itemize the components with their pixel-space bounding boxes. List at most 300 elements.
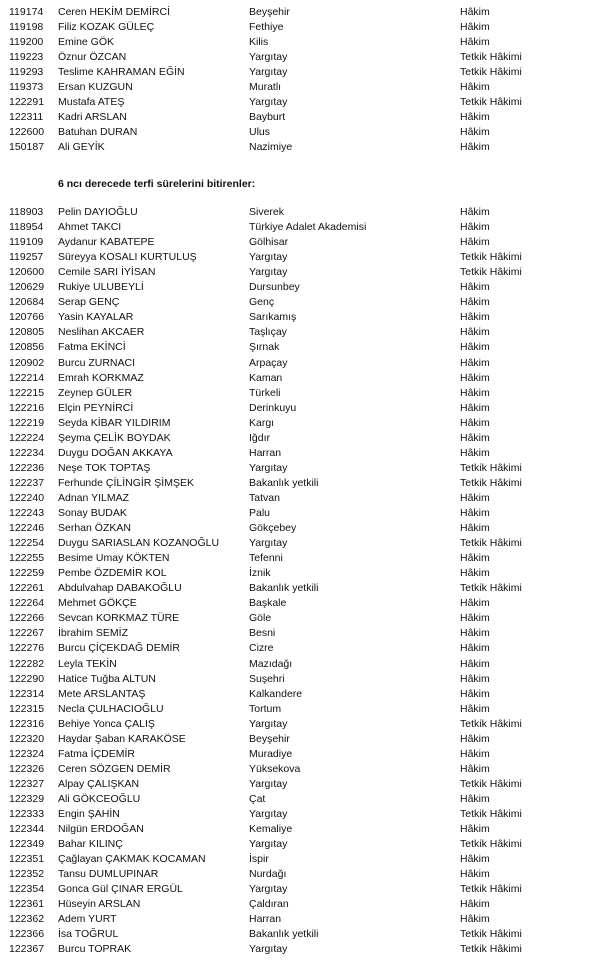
person-name: Çağlayan ÇAKMAK KOCAMAN <box>58 853 206 866</box>
title: Hâkim <box>460 732 490 745</box>
sicil-number: 122254 <box>9 537 45 550</box>
location: İspir <box>249 853 269 866</box>
table-row <box>0 927 600 942</box>
table-row <box>0 687 600 702</box>
location: Yargıtay <box>249 66 288 79</box>
person-name: Leyla TEKİN <box>58 657 117 670</box>
table-row <box>0 461 600 476</box>
person-name: Neslihan AKCAER <box>58 326 145 339</box>
location: Iğdır <box>249 431 271 444</box>
sicil-number: 120684 <box>9 296 45 309</box>
person-name: Burcu ZURNACI <box>58 356 136 369</box>
table-row <box>0 235 600 250</box>
person-name: Yasin KAYALAR <box>58 311 134 324</box>
title: Hâkim <box>460 341 490 354</box>
location: Yargıtay <box>249 943 288 956</box>
title: Hâkim <box>460 371 490 384</box>
title: Hâkim <box>460 687 490 700</box>
person-name: Batuhan DURAN <box>58 126 138 139</box>
location: Şırnak <box>249 341 280 354</box>
title: Hâkim <box>460 747 490 760</box>
title: Tetkik Hâkimi <box>460 96 522 109</box>
table-row <box>0 80 600 95</box>
title: Hâkim <box>460 657 490 670</box>
person-name: Filiz KOZAK GÜLEÇ <box>58 21 155 34</box>
sicil-number: 122282 <box>9 657 45 670</box>
person-name: Emrah KORKMAZ <box>58 371 144 384</box>
location: Kalkandere <box>249 687 303 700</box>
title: Tetkik Hâkimi <box>460 943 522 956</box>
title: Hâkim <box>460 221 490 234</box>
table-row <box>0 897 600 912</box>
location: Kilis <box>249 36 269 49</box>
sicil-number: 119174 <box>9 6 44 18</box>
title: Tetkik Hâkimi <box>460 777 522 790</box>
person-name: Adnan YILMAZ <box>58 491 130 504</box>
sicil-number: 122362 <box>9 913 45 926</box>
sicil-number: 122266 <box>9 612 45 625</box>
table-row <box>0 762 600 777</box>
person-name: Besime Umay KÖKTEN <box>58 552 170 565</box>
location: Fethiye <box>249 21 284 34</box>
table-row <box>0 521 600 536</box>
location: Türkiye Adalet Akademisi <box>249 221 367 234</box>
table-row <box>0 506 600 521</box>
location: Palu <box>249 507 271 519</box>
person-name: Öznur ÖZCAN <box>58 51 127 64</box>
location: Arpaçay <box>249 356 288 369</box>
location: Gölhisar <box>249 236 289 249</box>
sicil-number: 119109 <box>9 236 44 249</box>
table-row <box>0 476 600 491</box>
location: Yargıtay <box>249 461 288 474</box>
title: Hâkim <box>460 6 490 18</box>
person-name: Burcu TOPRAK <box>58 943 132 956</box>
table-row <box>0 295 600 310</box>
location: Kaman <box>249 371 283 384</box>
title: Hâkim <box>460 431 490 444</box>
location: Yargıtay <box>249 838 288 851</box>
table-row <box>0 5 600 20</box>
location: Yargıtay <box>249 883 288 896</box>
sicil-number: 122367 <box>9 943 45 956</box>
sicil-number: 122291 <box>9 96 45 109</box>
sicil-number: 120856 <box>9 341 45 354</box>
title: Tetkik Hâkimi <box>460 717 522 730</box>
sicil-number: 120766 <box>9 311 45 324</box>
person-name: Engin ŞAHİN <box>58 808 120 820</box>
table-row <box>0 732 600 747</box>
sicil-number: 122361 <box>9 898 45 911</box>
sicil-number: 122224 <box>9 431 45 444</box>
location: Siverek <box>249 206 285 218</box>
table-row <box>0 852 600 867</box>
location: Harran <box>249 913 282 926</box>
table-row <box>0 611 600 626</box>
table-row <box>0 882 600 897</box>
title: Hâkim <box>460 672 490 685</box>
person-name: Duygu DOĞAN AKKAYA <box>58 446 173 459</box>
person-name: Kadri ARSLAN <box>58 111 127 124</box>
sicil-number: 119257 <box>9 251 44 264</box>
title: Hâkim <box>460 507 490 519</box>
table-row <box>0 777 600 792</box>
location: Yargıtay <box>249 808 288 820</box>
sicil-number: 119293 <box>9 66 44 79</box>
location: Besni <box>249 627 276 640</box>
person-name: Haydar Şaban KARAKÖSE <box>58 732 186 745</box>
sicil-number: 122267 <box>9 627 45 640</box>
title: Hâkim <box>460 597 490 610</box>
title: Tetkik Hâkimi <box>460 66 522 79</box>
table-row <box>0 717 600 732</box>
table-row <box>0 140 600 155</box>
person-name: Hüseyin ARSLAN <box>58 898 141 911</box>
location: Derinkuyu <box>249 401 297 414</box>
person-name: Alpay ÇALIŞKAN <box>58 777 140 790</box>
title: Hâkim <box>460 446 490 459</box>
table-row <box>0 702 600 717</box>
person-name: Mehmet GÖKÇE <box>58 597 137 610</box>
sicil-number: 122366 <box>9 928 45 941</box>
location: Bakanlık yetkili <box>249 928 319 941</box>
person-name: Hatice Tuğba ALTUN <box>58 672 156 685</box>
title: Tetkik Hâkimi <box>460 476 522 489</box>
table-row <box>0 822 600 837</box>
location: Bakanlık yetkili <box>249 582 319 595</box>
title: Hâkim <box>460 296 490 309</box>
title: Hâkim <box>460 21 490 34</box>
person-name: Behiye Yonca ÇALIŞ <box>58 717 155 730</box>
location: Mazıdağı <box>249 657 293 670</box>
title: Hâkim <box>460 141 490 154</box>
title: Tetkik Hâkimi <box>460 51 522 64</box>
table-row <box>0 807 600 822</box>
table-row <box>0 596 600 611</box>
table-row <box>0 581 600 596</box>
table-row <box>0 110 600 125</box>
location: Çat <box>249 792 266 805</box>
title: Hâkim <box>460 823 490 836</box>
location: Başkale <box>249 597 287 610</box>
person-name: Abdulvahap DABAKOĞLU <box>58 582 182 595</box>
location: Cizre <box>249 642 274 655</box>
sicil-number: 120600 <box>9 266 45 279</box>
table-row <box>0 125 600 140</box>
sicil-number: 122352 <box>9 868 45 881</box>
title: Hâkim <box>460 326 490 339</box>
title: Hâkim <box>460 206 490 218</box>
table-row <box>0 386 600 401</box>
title: Hâkim <box>460 356 490 369</box>
table-row <box>0 792 600 807</box>
location: Tortum <box>249 702 282 715</box>
person-name: Burcu ÇİÇEKDAĞ DEMİR <box>58 642 180 655</box>
title: Hâkim <box>460 913 490 926</box>
table-row <box>0 672 600 687</box>
table-row <box>0 657 600 672</box>
sicil-number: 122327 <box>9 777 45 790</box>
title: Hâkim <box>460 111 490 124</box>
sicil-number: 122349 <box>9 838 45 851</box>
person-name: Nilgün ERDOĞAN <box>58 823 144 836</box>
person-name: Ersan KUZGUN <box>58 81 133 94</box>
person-name: Mustafa ATEŞ <box>58 96 125 109</box>
person-name: Tansu DUMLUPINAR <box>58 868 159 881</box>
sicil-number: 122240 <box>9 491 45 504</box>
sicil-number: 122354 <box>9 883 45 896</box>
location: Türkeli <box>249 386 281 399</box>
table-row <box>0 431 600 446</box>
sicil-number: 122600 <box>9 126 45 139</box>
person-name: Şeyma ÇELİK BOYDAK <box>58 431 171 444</box>
title: Hâkim <box>460 642 490 655</box>
table-row <box>0 912 600 927</box>
sicil-number: 122259 <box>9 567 45 580</box>
location: Muratlı <box>249 81 282 94</box>
table-row <box>0 310 600 325</box>
title: Hâkim <box>460 853 490 866</box>
person-name: Sonay BUDAK <box>58 507 127 519</box>
table-row <box>0 942 600 957</box>
person-name: Emine GÖK <box>58 36 115 49</box>
location: İznik <box>249 567 271 580</box>
title: Hâkim <box>460 627 490 640</box>
sicil-number: 122237 <box>9 476 45 489</box>
person-name: Ali GÖKCEOĞLU <box>58 792 141 805</box>
person-name: Ceren SÖZGEN DEMİR <box>58 762 171 775</box>
location: Yargıtay <box>249 266 288 279</box>
person-name: Fatma İÇDEMİR <box>58 747 136 760</box>
location: Harran <box>249 446 282 459</box>
table-row <box>0 265 600 280</box>
table-row <box>0 867 600 882</box>
person-name: Neşe TOK TOPTAŞ <box>58 461 151 474</box>
location: Kargı <box>249 416 275 429</box>
location: Nazimiye <box>249 141 293 154</box>
person-name: Zeynep GÜLER <box>58 386 133 399</box>
location: Ulus <box>249 126 271 139</box>
person-name: Necla ÇULHACIOĞLU <box>58 702 164 715</box>
sicil-number: 118903 <box>9 206 44 218</box>
sicil-number: 122236 <box>9 461 45 474</box>
title: Hâkim <box>460 612 490 625</box>
table-row <box>0 95 600 110</box>
sicil-number: 122326 <box>9 762 45 775</box>
title: Tetkik Hâkimi <box>460 582 522 595</box>
location: Tatvan <box>249 491 280 504</box>
person-name: Gonca Gül ÇINAR ERGÜL <box>58 883 183 896</box>
location: Gökçebey <box>249 522 297 535</box>
location: Genç <box>249 296 275 309</box>
location: Yargıtay <box>249 537 288 550</box>
title: Tetkik Hâkimi <box>460 537 522 550</box>
person-name: Mete ARSLANTAŞ <box>58 687 146 700</box>
location: Yargıtay <box>249 96 288 109</box>
location: Suşehri <box>249 672 285 685</box>
sicil-number: 122351 <box>9 853 45 866</box>
location: Yargıtay <box>249 51 288 64</box>
sicil-number: 122324 <box>9 747 45 760</box>
title: Hâkim <box>460 567 490 580</box>
title: Hâkim <box>460 702 490 715</box>
sicil-number: 122255 <box>9 552 45 565</box>
table-row <box>0 280 600 295</box>
table-row <box>0 401 600 416</box>
location: Yüksekova <box>249 762 301 775</box>
title: Hâkim <box>460 491 490 504</box>
table-row <box>0 416 600 431</box>
person-name: Aydanur KABATEPE <box>58 236 155 249</box>
person-name: Elçin PEYNİRCİ <box>58 401 134 414</box>
location: Dursunbey <box>249 281 300 294</box>
location: Nurdağı <box>249 868 287 881</box>
sicil-number: 119200 <box>9 36 44 49</box>
title: Tetkik Hâkimi <box>460 928 522 941</box>
location: Bayburt <box>249 111 286 124</box>
sicil-number: 122320 <box>9 732 45 745</box>
person-name: Sevcan KORKMAZ TÜRE <box>58 612 180 625</box>
person-name: Ahmet TAKCI <box>58 221 122 234</box>
sicil-number: 119373 <box>9 81 44 94</box>
table-row <box>0 491 600 506</box>
location: Muradiye <box>249 747 293 760</box>
title: Hâkim <box>460 236 490 249</box>
table-row <box>0 325 600 340</box>
table-row <box>0 205 600 220</box>
sicil-number: 122311 <box>9 111 44 124</box>
sicil-number: 119198 <box>9 21 44 34</box>
table-row <box>0 566 600 581</box>
person-name: Ali GEYİK <box>58 141 105 154</box>
table-row <box>0 35 600 50</box>
sicil-number: 122344 <box>9 823 45 836</box>
sicil-number: 122329 <box>9 792 45 805</box>
person-name: Duygu SARIASLAN KOZANOĞLU <box>58 537 220 550</box>
person-name: Pelin DAYIOĞLU <box>58 206 138 218</box>
person-name: Ceren HEKİM DEMİRCİ <box>58 6 171 18</box>
sicil-number: 122216 <box>9 401 45 414</box>
title: Tetkik Hâkimi <box>460 838 522 851</box>
person-name: Teslime KAHRAMAN EĞİN <box>58 66 185 79</box>
table-row <box>0 50 600 65</box>
title: Hâkim <box>460 868 490 881</box>
location: Tefenni <box>249 552 283 565</box>
location: Yargıtay <box>249 251 288 264</box>
sicil-number: 122243 <box>9 507 45 519</box>
table-row <box>0 747 600 762</box>
table-row <box>0 20 600 35</box>
table-row <box>0 356 600 371</box>
table-row <box>0 220 600 235</box>
title: Hâkim <box>460 311 490 324</box>
table-row <box>0 371 600 386</box>
title: Hâkim <box>460 81 490 94</box>
location: Yargıtay <box>249 777 288 790</box>
title: Hâkim <box>460 281 490 294</box>
sicil-number: 122276 <box>9 642 45 655</box>
sicil-number: 122315 <box>9 702 45 715</box>
table-row <box>0 65 600 80</box>
title: Hâkim <box>460 762 490 775</box>
location: Çaldıran <box>249 898 289 911</box>
table-row <box>0 250 600 265</box>
sicil-number: 122215 <box>9 386 45 399</box>
sicil-number: 122333 <box>9 808 45 820</box>
title: Tetkik Hâkimi <box>460 883 522 896</box>
person-name: Rukiye ULUBEYLİ <box>58 281 144 294</box>
table-row <box>0 446 600 461</box>
person-name: Pembe ÖZDEMİR KOL <box>58 567 167 580</box>
title: Tetkik Hâkimi <box>460 461 522 474</box>
sicil-number: 120805 <box>9 326 45 339</box>
title: Hâkim <box>460 401 490 414</box>
sicil-number: 122264 <box>9 597 45 610</box>
table-row <box>0 641 600 656</box>
sicil-number: 122261 <box>9 582 45 595</box>
person-name: Serap GENÇ <box>58 296 120 309</box>
section-heading: 6 ncı derecede terfi sürelerini bitirenler: <box>58 178 256 190</box>
title: Hâkim <box>460 552 490 565</box>
person-name: Ferhunde ÇİLİNGİR ŞİMŞEK <box>58 476 194 489</box>
sicil-number: 122246 <box>9 522 45 535</box>
location: Taşlıçay <box>249 326 287 339</box>
person-name: Cemile SARI İYİSAN <box>58 266 156 279</box>
title: Tetkik Hâkimi <box>460 266 522 279</box>
sicil-number: 118954 <box>9 221 44 234</box>
title: Tetkik Hâkimi <box>460 251 522 264</box>
person-name: İsa TOĞRUL <box>58 928 119 941</box>
title: Hâkim <box>460 792 490 805</box>
title: Hâkim <box>460 416 490 429</box>
sicil-number: 119223 <box>9 51 44 64</box>
table-row <box>0 536 600 551</box>
table-row <box>0 340 600 355</box>
location: Bakanlık yetkili <box>249 476 319 489</box>
person-name: Serhan ÖZKAN <box>58 522 131 535</box>
sicil-number: 120902 <box>9 356 45 369</box>
title: Hâkim <box>460 522 490 535</box>
sicil-number: 122234 <box>9 446 45 459</box>
table-row <box>0 551 600 566</box>
title: Hâkim <box>460 36 490 49</box>
sicil-number: 122214 <box>9 371 45 384</box>
table-row <box>0 626 600 641</box>
person-name: Fatma EKİNCİ <box>58 341 126 354</box>
location: Sarıkamış <box>249 311 297 324</box>
person-name: Süreyya KOSALI KURTULUŞ <box>58 251 197 264</box>
sicil-number: 120629 <box>9 281 45 294</box>
location: Göle <box>249 612 272 625</box>
location: Kemaliye <box>249 823 293 836</box>
sicil-number: 122314 <box>9 687 45 700</box>
person-name: Adem YURT <box>58 913 117 926</box>
sicil-number: 122290 <box>9 672 45 685</box>
title: Hâkim <box>460 386 490 399</box>
sicil-number: 122219 <box>9 416 45 429</box>
table-row <box>0 837 600 852</box>
person-name: Bahar KILINÇ <box>58 838 123 851</box>
title: Hâkim <box>460 126 490 139</box>
sicil-number: 150187 <box>9 141 45 154</box>
location: Beyşehir <box>249 732 290 745</box>
location: Yargıtay <box>249 717 288 730</box>
title: Hâkim <box>460 898 490 911</box>
person-name: İbrahim SEMİZ <box>58 627 129 640</box>
title: Tetkik Hâkimi <box>460 808 522 820</box>
person-name: Seyda KİBAR YILDIRIM <box>58 416 171 429</box>
location: Beyşehir <box>249 6 290 18</box>
